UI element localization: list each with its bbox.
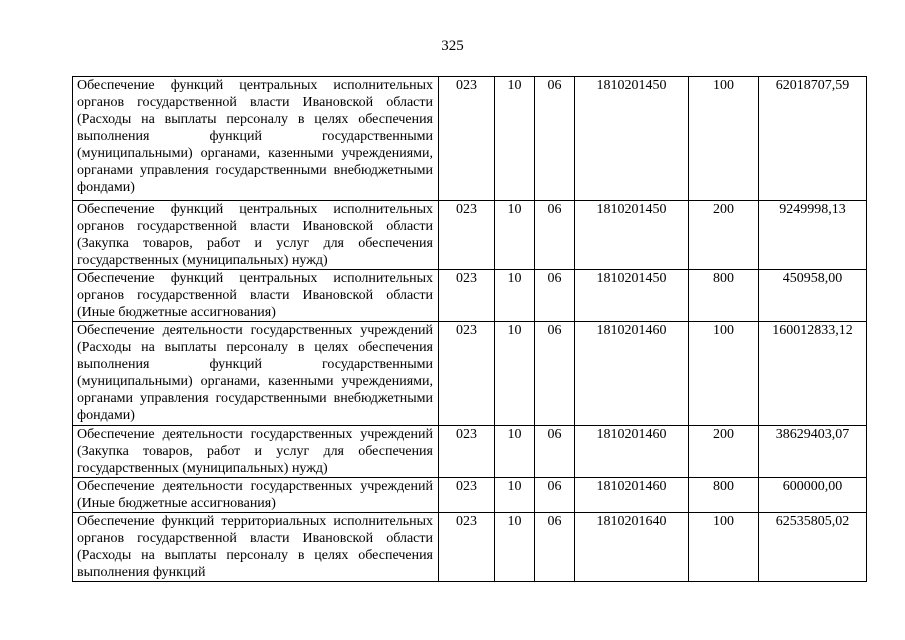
ministry-code-cell: 023 xyxy=(439,77,495,201)
ministry-code-cell: 023 xyxy=(439,426,495,478)
row-name-cell: Обеспечение функций центральных исполнительных органов государственной власти Ивановской области (Закупка товаров, работ и услуг для обеспечения государственных (муниципальных) нужд) xyxy=(73,201,439,270)
section-code-cell: 10 xyxy=(495,77,535,201)
target-article-cell: 1810201460 xyxy=(575,322,689,426)
subsection-code-cell: 06 xyxy=(535,426,575,478)
subsection-code-cell: 06 xyxy=(535,322,575,426)
section-code-cell: 10 xyxy=(495,478,535,513)
amount-cell: 600000,00 xyxy=(759,478,867,513)
row-name-cell: Обеспечение функций центральных исполнительных органов государственной власти Ивановской области (Расходы на выплаты персоналу в целях обеспечения выполнения функций государственными (муниципальными) органами, казенными учреждениями, органами управления государственными внебюджетными фондами) xyxy=(73,77,439,201)
budget-table xyxy=(72,76,867,582)
target-article-cell: 1810201450 xyxy=(575,201,689,270)
table-row xyxy=(73,201,867,270)
subsection-code-cell: 06 xyxy=(535,513,575,582)
amount-cell: 62018707,59 xyxy=(759,77,867,201)
subsection-code-cell: 06 xyxy=(535,77,575,201)
target-article-cell: 1810201460 xyxy=(575,426,689,478)
section-code-cell: 10 xyxy=(495,426,535,478)
amount-cell: 160012833,12 xyxy=(759,322,867,426)
expense-type-cell: 200 xyxy=(689,201,759,270)
expense-type-cell: 800 xyxy=(689,270,759,322)
ministry-code-cell: 023 xyxy=(439,270,495,322)
table-row xyxy=(73,270,867,322)
expense-type-cell: 100 xyxy=(689,77,759,201)
ministry-code-cell: 023 xyxy=(439,513,495,582)
table-row xyxy=(73,478,867,513)
target-article-cell: 1810201640 xyxy=(575,513,689,582)
section-code-cell: 10 xyxy=(495,270,535,322)
amount-cell: 9249998,13 xyxy=(759,201,867,270)
ministry-code-cell: 023 xyxy=(439,322,495,426)
page-number: 325 xyxy=(441,38,464,54)
amount-cell: 450958,00 xyxy=(759,270,867,322)
table-row xyxy=(73,77,867,201)
target-article-cell: 1810201450 xyxy=(575,77,689,201)
section-code-cell: 10 xyxy=(495,513,535,582)
section-code-cell: 10 xyxy=(495,201,535,270)
expense-type-cell: 800 xyxy=(689,478,759,513)
section-code-cell: 10 xyxy=(495,322,535,426)
subsection-code-cell: 06 xyxy=(535,201,575,270)
row-name-cell: Обеспечение деятельности государственных учреждений (Закупка товаров, работ и услуг для обеспечения государственных (муниципальных) нужд) xyxy=(73,426,439,478)
amount-cell: 62535805,02 xyxy=(759,513,867,582)
amount-cell: 38629403,07 xyxy=(759,426,867,478)
budget-table-body xyxy=(73,77,867,582)
row-name-cell: Обеспечение деятельности государственных учреждений (Расходы на выплаты персоналу в целях обеспечения выполнения функций государственными (муниципальными) органами, казенными учреждениями, органами управления государственными внебюджетными фондами) xyxy=(73,322,439,426)
table-row xyxy=(73,426,867,478)
expense-type-cell: 100 xyxy=(689,322,759,426)
target-article-cell: 1810201450 xyxy=(575,270,689,322)
expense-type-cell: 200 xyxy=(689,426,759,478)
expense-type-cell: 100 xyxy=(689,513,759,582)
table-row xyxy=(73,322,867,426)
target-article-cell: 1810201460 xyxy=(575,478,689,513)
row-name-cell: Обеспечение функций центральных исполнительных органов государственной власти Ивановской области (Иные бюджетные ассигнования) xyxy=(73,270,439,322)
ministry-code-cell: 023 xyxy=(439,201,495,270)
row-name-cell: Обеспечение функций территориальных исполнительных органов государственной власти Ивановской области (Расходы на выплаты персоналу в целях обеспечения выполнения функций xyxy=(73,513,439,582)
subsection-code-cell: 06 xyxy=(535,478,575,513)
subsection-code-cell: 06 xyxy=(535,270,575,322)
table-row xyxy=(73,513,867,582)
ministry-code-cell: 023 xyxy=(439,478,495,513)
row-name-cell: Обеспечение деятельности государственных учреждений (Иные бюджетные ассигнования) xyxy=(73,478,439,513)
